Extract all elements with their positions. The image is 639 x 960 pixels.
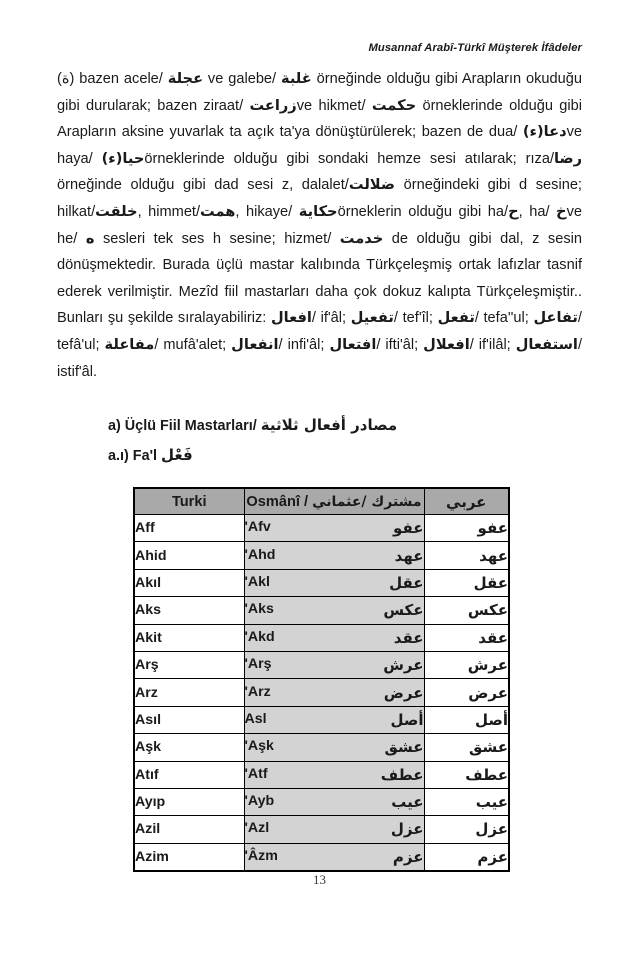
cell-osmani-latin: Asl: [244, 710, 267, 727]
cell-arabi: [424, 734, 509, 761]
cell-arabi: [424, 761, 509, 788]
heading-section-a1-arabic: فَعْل: [161, 446, 193, 464]
cell-osmani-latin: 'Akd: [244, 628, 275, 645]
cell-osmani-arabic: عرش: [383, 656, 424, 675]
cell-osmani-arabic: عقد: [393, 628, 424, 647]
cell-osmani: [244, 597, 424, 624]
column-header-arabi-arabic: عربي: [446, 492, 487, 511]
table-row: [134, 788, 509, 815]
cell-osmani: [244, 569, 424, 596]
cell-osmani-latin: 'Arz: [244, 683, 271, 700]
cell-osmani: [244, 734, 424, 761]
cell-osmani: [244, 515, 424, 542]
cell-arabi-arabic: عهد: [479, 546, 508, 565]
cell-osmani-latin: 'Ayb: [244, 793, 275, 810]
cell-osmani-latin: 'Akl: [244, 573, 270, 590]
table-header-row: [134, 488, 509, 515]
cell-arabi-arabic: عزل: [475, 820, 508, 839]
column-header-osmani: [244, 488, 424, 515]
cell-osmani-latin: 'Arş: [244, 656, 272, 673]
cell-turki: Arş: [134, 651, 244, 678]
cell-osmani-arabic: عرض: [383, 683, 424, 702]
cell-arabi-arabic: عقل: [473, 573, 508, 592]
cell-turki: Azim: [134, 843, 244, 871]
table-row: [134, 569, 509, 596]
cell-arabi-arabic: عرض: [468, 683, 508, 702]
column-header-osmani-arabic: مشترك /عثماني: [312, 493, 422, 510]
cell-turki: Ayıp: [134, 788, 244, 815]
cell-osmani-latin: 'Atf: [244, 765, 268, 782]
cell-osmani-arabic: عزل: [390, 820, 424, 839]
cell-arabi: [424, 569, 509, 596]
heading-section-a-arabic: مصادر أفعال ثلاثية: [260, 416, 398, 434]
table-row: [134, 843, 509, 871]
vocabulary-table-wrapper: [133, 487, 508, 872]
cell-turki: Aşk: [134, 734, 244, 761]
cell-arabi-arabic: عقد: [478, 628, 508, 647]
cell-arabi-arabic: عيب: [475, 793, 508, 812]
cell-osmani-latin: 'Ahd: [244, 546, 276, 563]
cell-turki: Akit: [134, 624, 244, 651]
table-row: [134, 515, 509, 542]
page-number: 13: [313, 872, 326, 887]
cell-arabi: [424, 651, 509, 678]
cell-arabi-arabic: عطف: [465, 765, 508, 784]
table-row: [134, 761, 509, 788]
cell-turki: Arz: [134, 679, 244, 706]
cell-osmani-latin: 'Azl: [244, 820, 270, 837]
cell-osmani-arabic: عيب: [391, 793, 424, 812]
table-body: [134, 515, 509, 872]
cell-osmani-arabic: عفو: [393, 519, 424, 538]
cell-osmani-arabic: عزم: [392, 847, 424, 866]
cell-osmani: [244, 761, 424, 788]
cell-turki: Akıl: [134, 569, 244, 596]
table-row: [134, 597, 509, 624]
cell-osmani: [244, 843, 424, 871]
body-paragraph: (ة) bazen acele/ عجلة ve galebe/ غلبة örneğinde olduğu gibi Arapların okuduğu gibi durularak; bazen ziraat/ زراعتve hikmet/ حكمت örneklerinde olduğu gibi Arapların aksine yuvarlak ta açık ta'ya dönüştürülerek; bazen de dua/ دعا(ء)ve haya/ حيا(ء)örneklerinde olduğu gibi sondaki hemze sesi atılarak; rıza/رضا örneğinde olduğu gibi dad sesi z, dalalet/ضلالت örneğindeki gibi d sesine; hilkat/خلقت, himmet/همت, hikaye/ حكايةörneklerin olduğu gibi ha/ح, ha/ خve he/ ه sesleri tek ses h sesine; hizmet/ خدمت de olduğu gibi dal, z sesin dönüşmektedir. Burada üçlü mastar kalıbında Türkçeleşmiş ortak lafızlar tasnif ederek verilmiştir. Mezîd fiil mastarları daha çok dokuz kalıpta Türkçeleşmiştir.. Bunları şu şekilde sıralayabiliriz: افعال/ if'âl; تفعيل/ tef'îl; تفعل/ tefa''ul; تفاعل/ tefâ'ul; مفاعلة/ mufâ'alet; انفعال/ infi'âl; افتعال/ ifti'âl; افعلال/ if'ilâl; استفعال/ istif'âl.: [57, 70, 582, 380]
cell-osmani: [244, 706, 424, 733]
cell-arabi-arabic: عفو: [477, 519, 508, 538]
cell-turki: Aks: [134, 597, 244, 624]
table-row: [134, 679, 509, 706]
vocabulary-table: [133, 487, 510, 872]
cell-osmani: [244, 679, 424, 706]
cell-arabi-arabic: عشق: [468, 738, 508, 757]
cell-turki: Azil: [134, 816, 244, 843]
cell-osmani-latin: 'Aşk: [244, 738, 274, 755]
cell-arabi: [424, 816, 509, 843]
heading-section-a: [108, 416, 397, 434]
heading-section-a1-latin: a.ı) Fa'l: [108, 448, 162, 464]
cell-arabi: [424, 679, 509, 706]
cell-osmani: [244, 624, 424, 651]
cell-osmani: [244, 816, 424, 843]
column-header-osmani-latin: Osmânî /: [246, 493, 313, 510]
cell-arabi-arabic: عزم: [477, 847, 508, 866]
cell-arabi: [424, 624, 509, 651]
cell-osmani: [244, 651, 424, 678]
cell-arabi-arabic: عرش: [467, 656, 508, 675]
cell-osmani-arabic: عشق: [384, 738, 424, 757]
cell-osmani-arabic: أصل: [390, 710, 424, 729]
cell-turki: Atıf: [134, 761, 244, 788]
cell-arabi-arabic: عكس: [467, 601, 508, 620]
cell-osmani: [244, 542, 424, 569]
cell-turki: Asıl: [134, 706, 244, 733]
table-row: [134, 651, 509, 678]
table-row: [134, 624, 509, 651]
table-header: [134, 488, 509, 515]
table-row: [134, 706, 509, 733]
cell-osmani-latin: 'Aks: [244, 601, 274, 618]
cell-osmani-arabic: عكس: [383, 601, 424, 620]
cell-osmani-latin: 'Âzm: [244, 847, 278, 864]
running-head: Musannaf Arabî-Türkî Müşterek İfâdeler: [368, 42, 582, 54]
cell-arabi-arabic: أصل: [474, 710, 508, 729]
cell-arabi: [424, 515, 509, 542]
cell-arabi: [424, 706, 509, 733]
cell-turki: Aff: [134, 515, 244, 542]
cell-osmani-arabic: عقل: [389, 573, 424, 592]
table-row: [134, 734, 509, 761]
cell-osmani-latin: 'Afv: [244, 519, 271, 536]
cell-arabi: [424, 542, 509, 569]
cell-osmani: [244, 788, 424, 815]
body-text-block: [57, 66, 582, 385]
heading-section-a1: [108, 446, 193, 464]
heading-section-a-latin: a) Üçlü Fiil Mastarları/: [108, 418, 261, 434]
cell-arabi: [424, 843, 509, 871]
table-row: [134, 542, 509, 569]
table-row: [134, 816, 509, 843]
cell-arabi: [424, 597, 509, 624]
column-header-turki: Turki: [134, 488, 244, 515]
cell-osmani-arabic: عطف: [380, 765, 424, 784]
cell-arabi: [424, 788, 509, 815]
cell-turki: Ahid: [134, 542, 244, 569]
cell-osmani-arabic: عهد: [394, 546, 424, 565]
column-header-arabi: [424, 488, 509, 515]
